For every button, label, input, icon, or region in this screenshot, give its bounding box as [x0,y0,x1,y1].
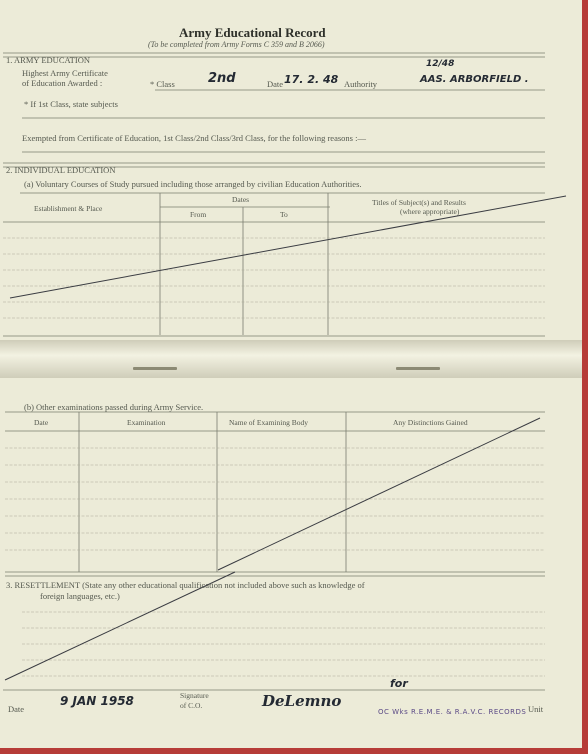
section3-heading-2: foreign languages, etc.) [40,591,120,601]
signature-label-2: of C.O. [180,701,203,710]
col-to: To [280,210,288,219]
col-establishment: Establishment & Place [34,204,103,213]
date-value: 17. 2. 48 [284,73,339,86]
col-from: From [190,210,207,219]
record-title: Army Educational Record [179,25,326,40]
part-b-label: (b) Other examinations passed during Army Service. [24,402,204,412]
col-distinctions: Any Distinctions Gained [393,418,468,427]
section1-heading: 1. ARMY EDUCATION [6,55,90,65]
col-examining-body: Name of Examining Body [229,418,308,427]
col-dates: Dates [232,195,250,204]
booklet-fold [0,340,582,378]
col-titles-1: Titles of Subject(s) and Results [372,198,466,207]
authority-value: AAS. ARBORFIELD . [420,74,529,85]
unit-label: Unit [528,704,544,714]
highest-cert-label-1: Highest Army Certificate [22,68,108,78]
exempted-label: Exempted from Certificate of Education, 1st Class/2nd Class/3rd Class, for the following reasons :— [22,133,366,143]
records-stamp: OC Wks R.E.M.E. & R.A.V.C. RECORDS [378,708,527,716]
class-label: * Class [150,79,175,89]
authority-label: Authority [344,79,378,89]
footer-date-value: 9 JAN 1958 [60,694,134,708]
co-signature: DeLemno [262,692,342,710]
record-subtitle: (To be completed from Army Forms C 359 and B 2066) [148,40,325,49]
date-label: Date [267,79,284,89]
authority-fraction: 12/48 [426,59,455,69]
section3-heading-1: 3. RESETTLEMENT (State any other educational qualification not included above such as knowledge of [6,580,365,590]
signature-label-1: Signature [180,691,209,700]
class-value: 2nd [208,71,236,86]
staple-right [396,367,440,370]
first-class-label: * If 1st Class, state subjects [24,99,118,109]
footer-date-label: Date [8,704,25,714]
highest-cert-label-2: of Education Awarded : [22,78,103,88]
part-a-label: (a) Voluntary Courses of Study pursued including those arranged by civilian Education Authorities. [24,179,362,189]
staple-left [133,367,177,370]
signature-for: for [390,677,408,690]
section2-heading: 2. INDIVIDUAL EDUCATION [6,165,116,175]
col-titles-2: (where appropriate) [400,207,460,216]
col-date: Date [34,418,49,427]
col-examination: Examination [127,418,166,427]
